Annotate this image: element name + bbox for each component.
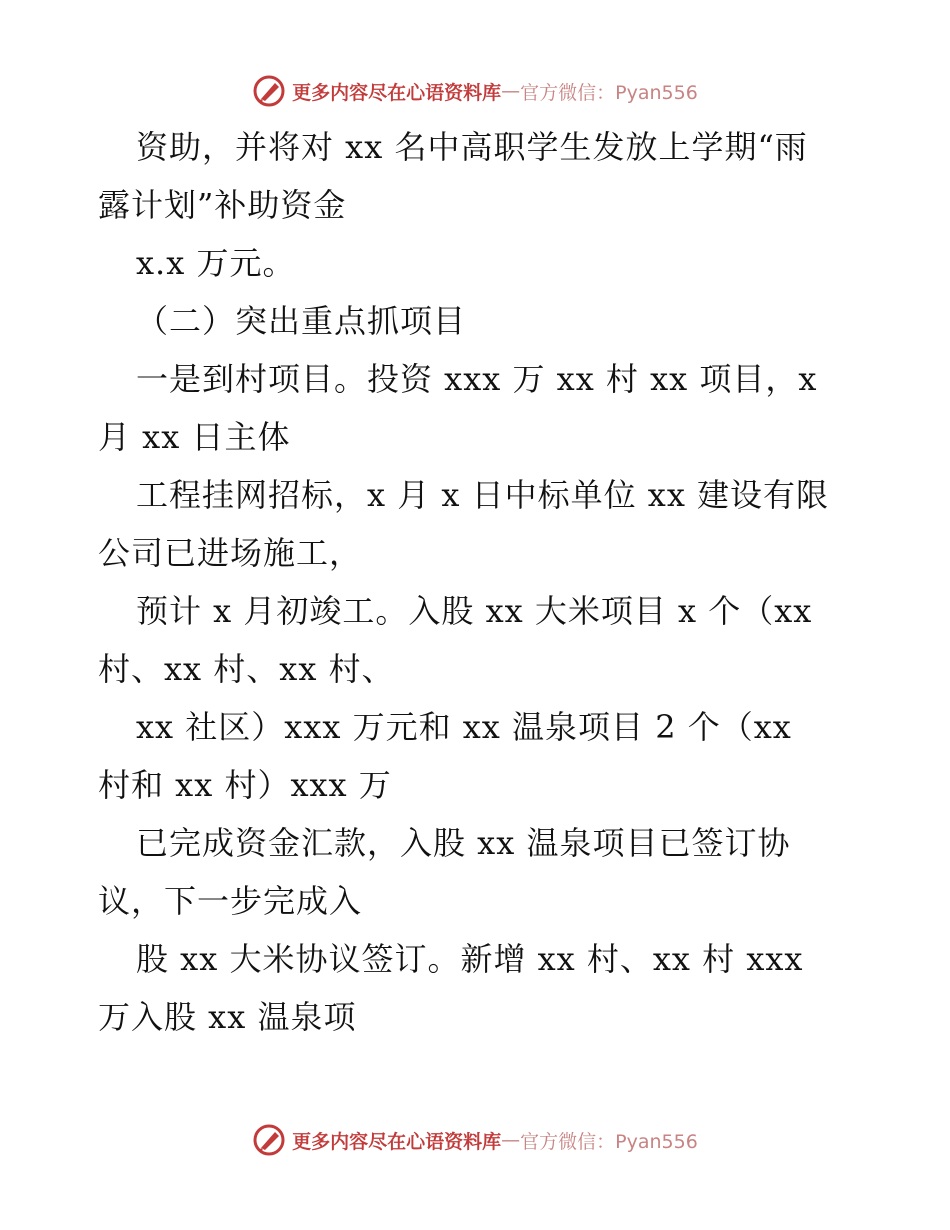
text-line: 股 xx 大米协议签订。新增 xx 村、xx 村 xxx xyxy=(136,940,804,978)
text-line: 资助，并将对 xx 名中高职学生发放上学期“雨 xyxy=(136,128,808,166)
text-line: 一是到村项目。投资 xxx 万 xx 村 xx 项目，x xyxy=(136,360,818,398)
banner-separator: — xyxy=(501,80,521,102)
banner-suffix: 官方微信：Pyan556 xyxy=(520,1130,698,1153)
pen-logo-icon xyxy=(252,1123,286,1157)
header-banner xyxy=(0,71,950,111)
footer-banner xyxy=(0,1120,950,1160)
text-line: 露计划”补助资金 xyxy=(98,186,347,224)
text-line: xx 社区）xxx 万元和 xx 温泉项目 2 个（xx xyxy=(136,708,792,746)
text-line: 公司已进场施工， xyxy=(98,534,363,572)
text-line: （二）突出重点抓项目 xyxy=(136,302,467,340)
text-line: 已完成资金汇款，入股 xx 温泉项目已签订协 xyxy=(136,824,791,862)
text-line: 村和 xx 村）xxx 万 xyxy=(98,766,392,804)
banner-suffix: 官方微信：Pyan556 xyxy=(520,81,698,104)
text-line: 万入股 xx 温泉项 xyxy=(98,998,357,1036)
text-line: x.x 万元。 xyxy=(136,244,296,282)
text-line: 月 xx 日主体 xyxy=(98,418,291,456)
text-line: 工程挂网招标，x 月 x 日中标单位 xx 建设有限 xyxy=(136,476,830,514)
banner-title: 更多内容尽在心语资料库 xyxy=(292,1130,502,1153)
banner-separator: — xyxy=(501,1129,521,1151)
document-body xyxy=(98,118,858,1046)
banner-title: 更多内容尽在心语资料库 xyxy=(292,81,502,104)
pen-logo-icon xyxy=(252,74,286,108)
text-line: 议，下一步完成入 xyxy=(98,882,363,920)
text-line: 村、xx 村、xx 村、 xyxy=(98,650,395,688)
text-line: 预计 x 月初竣工。入股 xx 大米项目 x 个（xx xyxy=(136,592,813,630)
